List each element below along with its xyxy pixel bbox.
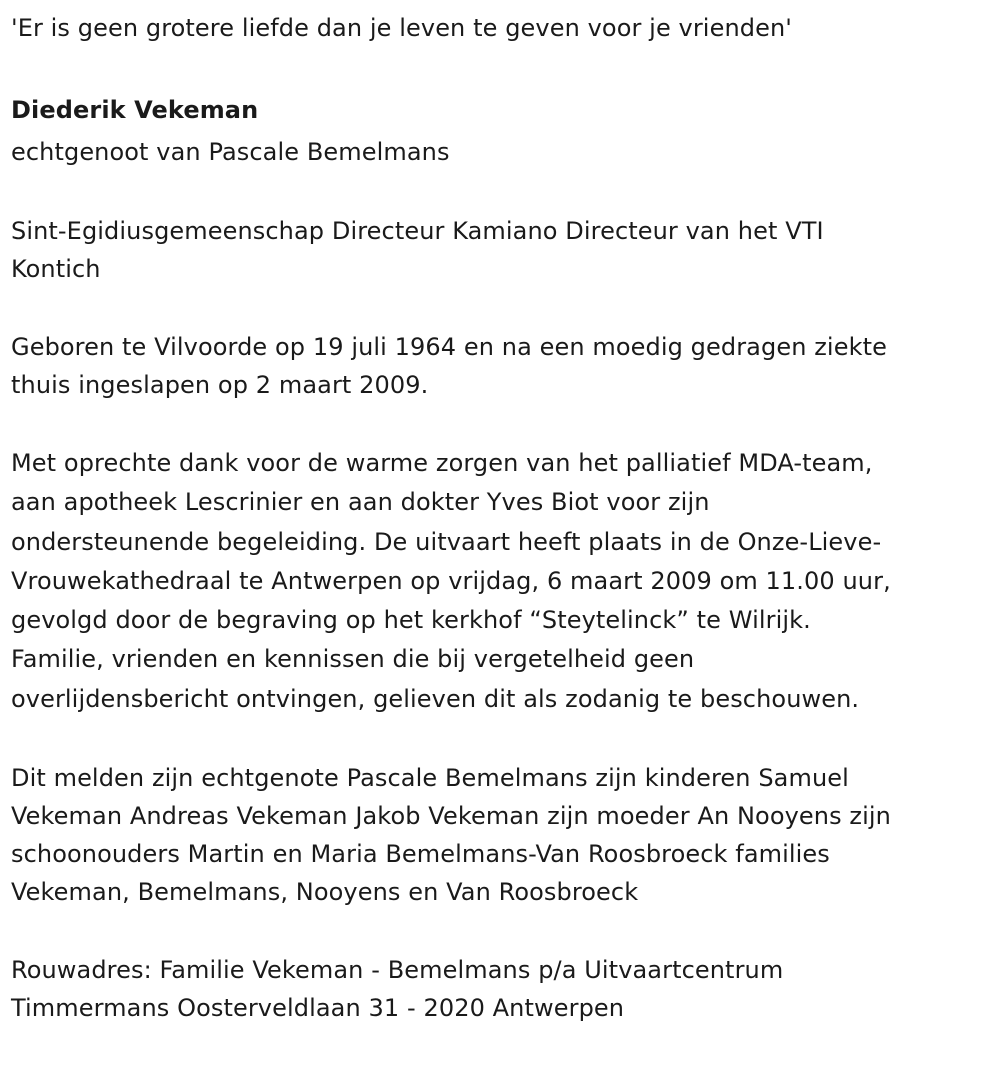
thanks-paragraph (11, 444, 1000, 719)
thanks-line: overlijdensbericht ontvingen, gelieven dit als zodanig te beschouwen. (11, 684, 860, 713)
thanks-line: ondersteunende begeleiding. De uitvaart heeft plaats in de Onze-Lieve- (11, 527, 882, 556)
announcement-paragraph (11, 759, 1000, 911)
birth-death-paragraph (11, 328, 1000, 404)
announcement-line: Dit melden zijn echtgenote Pascale Bemelmans zijn kinderen Samuel (11, 764, 849, 793)
roles-line: Sint-Egidiusgemeenschap Directeur Kamiano Directeur van het VTI (11, 217, 824, 245)
thanks-line: aan apotheek Lescrinier en aan dokter Yves Biot voor zijn (11, 488, 710, 517)
quote: 'Er is geen grotere liefde dan je leven te geven voor je vrienden' (11, 14, 792, 42)
address-line: Rouwadres: Familie Vekeman - Bemelmans p/a Uitvaartcentrum (11, 956, 784, 985)
announcement-line: Vekeman Andreas Vekeman Jakob Vekeman zijn moeder An Nooyens zijn (11, 802, 891, 831)
spouse-line: echtgenoot van Pascale Bemelmans (11, 138, 450, 166)
deceased-name: Diederik Vekeman (11, 96, 259, 124)
roles-line: Kontich (11, 255, 101, 283)
announcement-line: Vekeman, Bemelmans, Nooyens en Van Roosbroeck (11, 878, 639, 907)
thanks-line: Met oprechte dank voor de warme zorgen van het palliatief MDA-team, (11, 449, 873, 477)
birth-death-line: Geboren te Vilvoorde op 19 juli 1964 en na een moedig gedragen ziekte (11, 333, 887, 361)
roles-paragraph (11, 212, 1000, 288)
address-paragraph (11, 951, 1000, 1027)
thanks-line: Vrouwekathedraal te Antwerpen op vrijdag, 6 maart 2009 om 11.00 uur, (11, 566, 891, 595)
address-line: Timmermans Oosterveldlaan 31 - 2020 Antwerpen (11, 994, 625, 1023)
thanks-line: Familie, vrienden en kennissen die bij vergetelheid geen (11, 645, 695, 674)
birth-death-line: thuis ingeslapen op 2 maart 2009. (11, 371, 429, 399)
announcement-line: schoonouders Martin en Maria Bemelmans-Van Roosbroeck families (11, 840, 830, 869)
thanks-line: gevolgd door de begraving op het kerkhof “Steytelinck” te Wilrijk. (11, 606, 811, 635)
